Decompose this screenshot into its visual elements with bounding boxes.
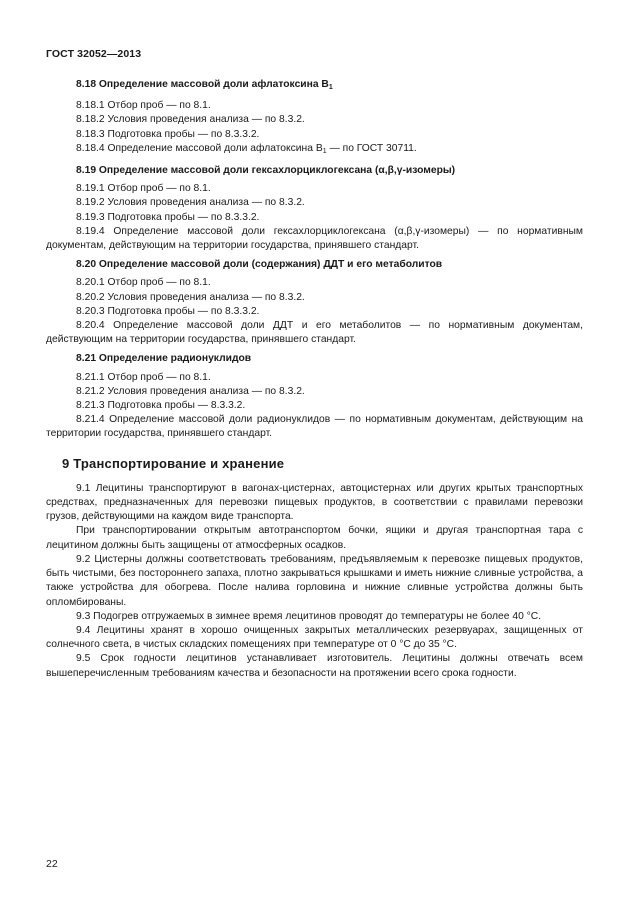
clause-9-5: 9.5 Срок годности лецитинов устанавливает изготовитель. Лецитины должны отвечать всем вышеперечисленным требованиям качества и безопасности на протяжении всего срока годности. xyxy=(46,653,583,679)
clause-8-19-4: 8.19.4 Определение массовой доли гексахлорциклогексана (α,β,γ-изомеры) — по нормативным документам, действующим на территории государства, принявшего стандарт. xyxy=(46,225,583,252)
clause-9-2: 9.2 Цистерны должны соответствовать требованиям, предъявляемым к перевозке пищевых продуктов, быть чистыми, без постороннего запаха, плотно закрываться крышками и иметь нижние сливные устройства, а также устройства для обогрева. После налива горловина и нижние сливные устройства должны быть опломбированы. xyxy=(46,553,583,608)
chapter-9-title: 9 Транспортирование и хранение xyxy=(62,455,285,471)
clause-9-4: 9.4 Лецитины хранят в хорошо очищенных закрытых металлических резервуарах, защищенных от солнечного света, в чистых складских помещениях при температуре от 0 °С до 35 °С. xyxy=(46,624,583,651)
clause-8-19-3: 8.19.3 Подготовка пробы — по 8.3.3.2. xyxy=(76,211,260,223)
clause-8-20-4: 8.20.4 Определение массовой доли ДДТ и его метаболитов — по нормативным документам, действующим на территории государства, принявшего стандарт. xyxy=(46,320,583,346)
clause-9-3: 9.3 Подогрев отгружаемых в зимнее время лецитинов проводят до температуры не более 40 °С. xyxy=(76,610,542,622)
clause-9-1: 9.1 Лецитины транспортируют в вагонах-цистернах, автоцистернах или других крытых транспортных средствах, предназначенных для перевозки пищевых продуктов, в соответствии с правилами перевозки грузов, действующими на каждом виде транспорта. xyxy=(46,482,583,523)
page-header: ГОСТ 32052—2013 xyxy=(46,48,142,60)
clause-8-21-2: 8.21.2 Условия проведения анализа — по 8.3.2. xyxy=(76,385,305,397)
clause-8-18-1: 8.18.1 Отбор проб — по 8.1. xyxy=(76,100,211,112)
section-8-18-title: 8.18 Определение массовой доли афлатоксина $B_1$ xyxy=(76,79,333,91)
page-number: 22 xyxy=(46,858,58,870)
clause-8-20-1: 8.20.1 Отбор проб — по 8.1. xyxy=(76,277,211,289)
clause-8-20-2: 8.20.2 Условия проведения анализа — по 8.3.2. xyxy=(76,291,305,303)
document-body xyxy=(46,78,583,681)
clause-8-18-3: 8.18.3 Подготовка пробы — по 8.3.3.2. xyxy=(76,128,260,140)
clause-8-19-1: 8.19.1 Отбор проб — по 8.1. xyxy=(76,183,211,195)
clause-8-21-1: 8.21.1 Отбор проб — по 8.1. xyxy=(76,371,211,383)
section-8-19-title: 8.19 Определение массовой доли гексахлорциклогексана (α,β,γ-изомеры) xyxy=(76,165,456,177)
clause-8-21-3: 8.21.3 Подготовка пробы — 8.3.3.2. xyxy=(76,400,246,412)
clause-8-19-2: 8.19.2 Условия проведения анализа — по 8.3.2. xyxy=(76,197,305,209)
clause-8-18-2: 8.18.2 Условия проведения анализа — по 8.3.2. xyxy=(76,114,305,126)
section-8-21-title: 8.21 Определение радионуклидов xyxy=(76,353,252,365)
section-8-20-title: 8.20 Определение массовой доли (содержания) ДДТ и его метаболитов xyxy=(76,259,443,271)
clause-8-18-4: 8.18.4 Определение массовой доли афлатоксина $B_1$ — по ГОСТ 30711. xyxy=(76,142,417,155)
clause-9-1-cont: При транспортировании открытым автотранспортом бочки, ящики и другая транспортная тара с лецитином должны быть защищены от атмосферных осадков. xyxy=(46,525,583,551)
clause-8-20-3: 8.20.3 Подготовка пробы — по 8.3.3.2. xyxy=(76,305,260,317)
clause-8-21-4: 8.21.4 Определение массовой доли радионуклидов — по нормативным документам, действующим на территории государства, принявшего стандарт. xyxy=(46,414,583,440)
